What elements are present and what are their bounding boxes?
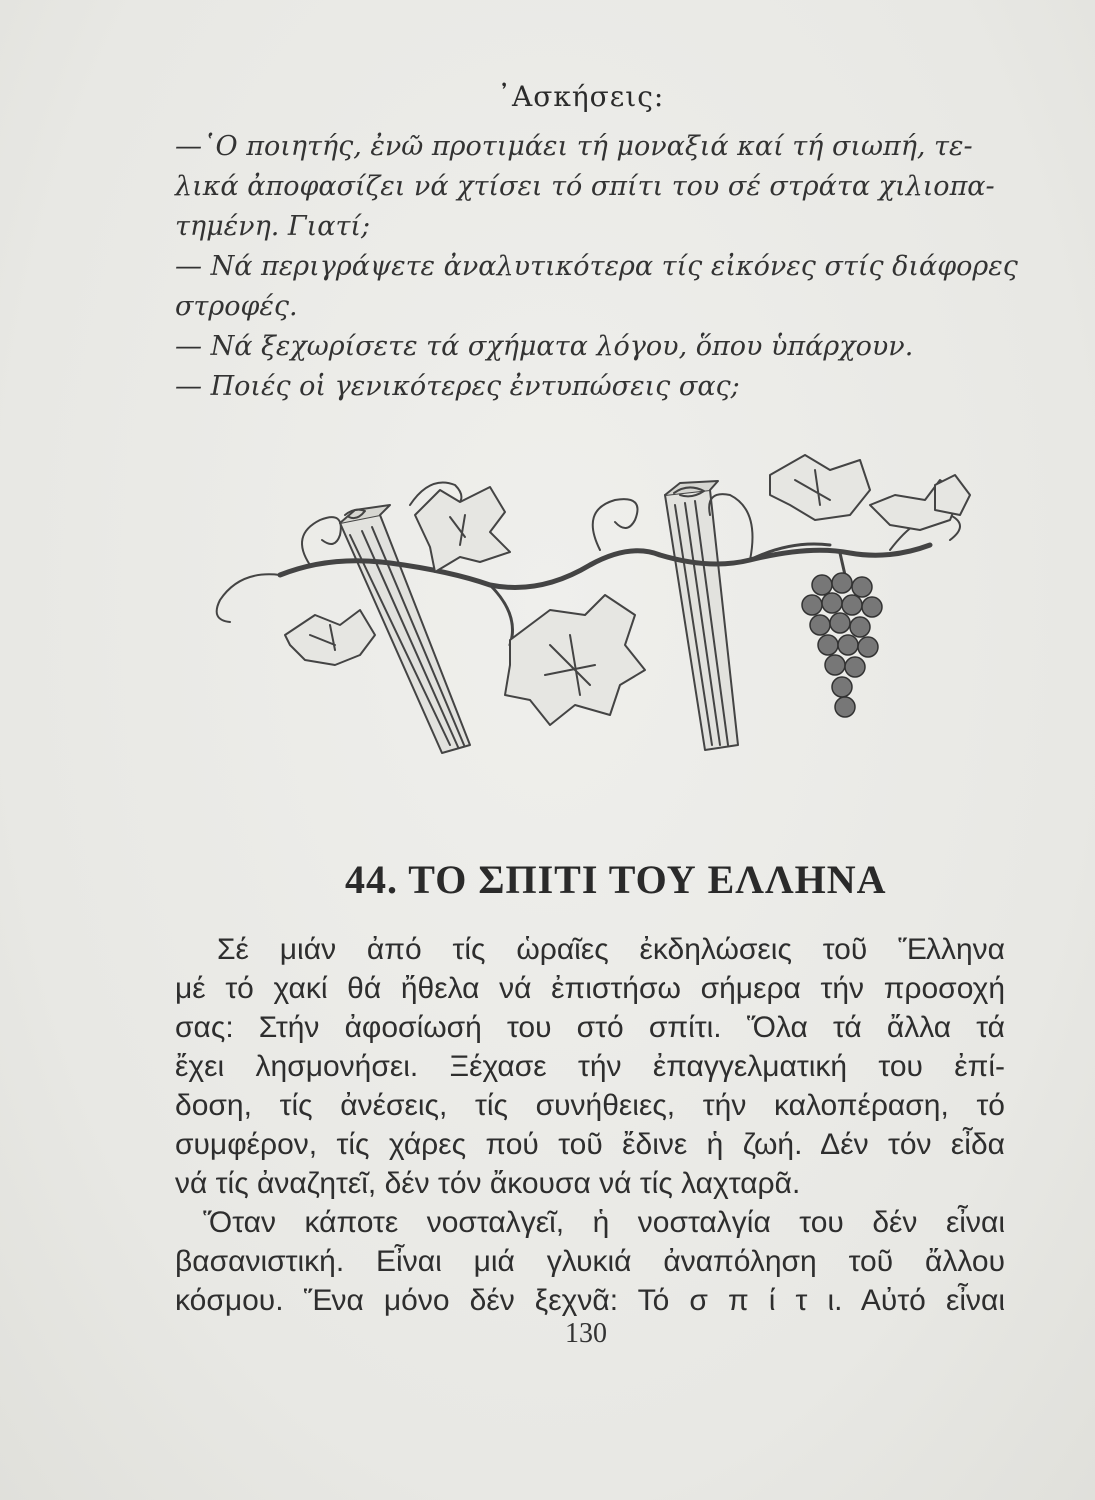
body-line: νά τίς ἀναζητεῖ, δέν τόν ἄκουσα νά τίς λαχταρᾶ.	[175, 1167, 801, 1200]
exercise-list	[175, 127, 1018, 407]
exercise-line: — Ποιές οἱ γενικότερες ἐντυπώσεις σας;	[175, 371, 740, 402]
exercise-line: — Νά περιγράψετε ἀναλυτικότερα τίς εἰκόνες στίς διάφορες	[175, 251, 1018, 282]
grape-cluster	[802, 573, 882, 717]
page-number: 130	[565, 1318, 607, 1349]
body-line: Ὅταν κάποτε νοσταλγεῖ, ἡ νοσταλγία του δέν εἶναι	[203, 1206, 1005, 1239]
exercise-line: στροφές.	[175, 291, 298, 322]
chapter-title: 44. ΤΟ ΣΠΙΤΙ ΤΟΥ ΕΛΛΗΝΑ	[345, 857, 887, 902]
body-line: σας: Στήν ἀφοσίωσή του στό σπίτι. Ὅλα τά ἄλλα τά	[175, 1011, 1005, 1044]
grapevine-illustration	[190, 445, 1010, 775]
exercise-line: λικά ἀποφασίζει νά χτίσει τό σπίτι του σέ στράτα χιλιοπα-	[175, 171, 995, 202]
body-line: κόσμου. Ἕνα μόνο δέν ξεχνᾶ: Τό σ π ί τ ι. Αὐτό εἶναι	[175, 1284, 1005, 1317]
exercise-line: —῾Ο ποιητής, ἐνῶ προτιμάει τή μοναξιά καί τή σιωπή, τε-	[175, 131, 973, 162]
exercise-line: τημένη. Γιατί;	[175, 211, 371, 242]
wooden-stake-right	[665, 481, 738, 750]
body-line: μέ τό χακί θά ἤθελα νά ἐπιστήσω σήμερα τήν προσοχή	[175, 972, 1005, 1005]
exercise-line: — Νά ξεχωρίσετε τά σχήματα λόγου, ὅπου ὑπάρχουν.	[175, 331, 914, 362]
chapter-body-text	[175, 930, 1005, 1320]
body-line: συμφέρον, τίς χάρες πού τοῦ ἔδινε ἡ ζωή. Δέν τόν εἶδα	[175, 1128, 1005, 1161]
body-line: ἔχει λησμονήσει. Ξέχασε τήν ἐπαγγελματική του ἐπί-	[175, 1050, 1005, 1083]
body-line: Σέ μιάν ἀπό τίς ὡραῖες ἐκδηλώσεις τοῦ Ἕλληνα	[217, 933, 1005, 966]
body-line: βασανιστική. Εἶναι μιά γλυκιά ἀναπόληση τοῦ ἄλλου	[175, 1245, 1005, 1278]
body-line: δοση, τίς ἀνέσεις, τίς συνήθειες, τήν καλοπέραση, τό	[175, 1089, 1005, 1122]
exercises-heading: ᾿Ασκήσεις:	[497, 80, 665, 113]
